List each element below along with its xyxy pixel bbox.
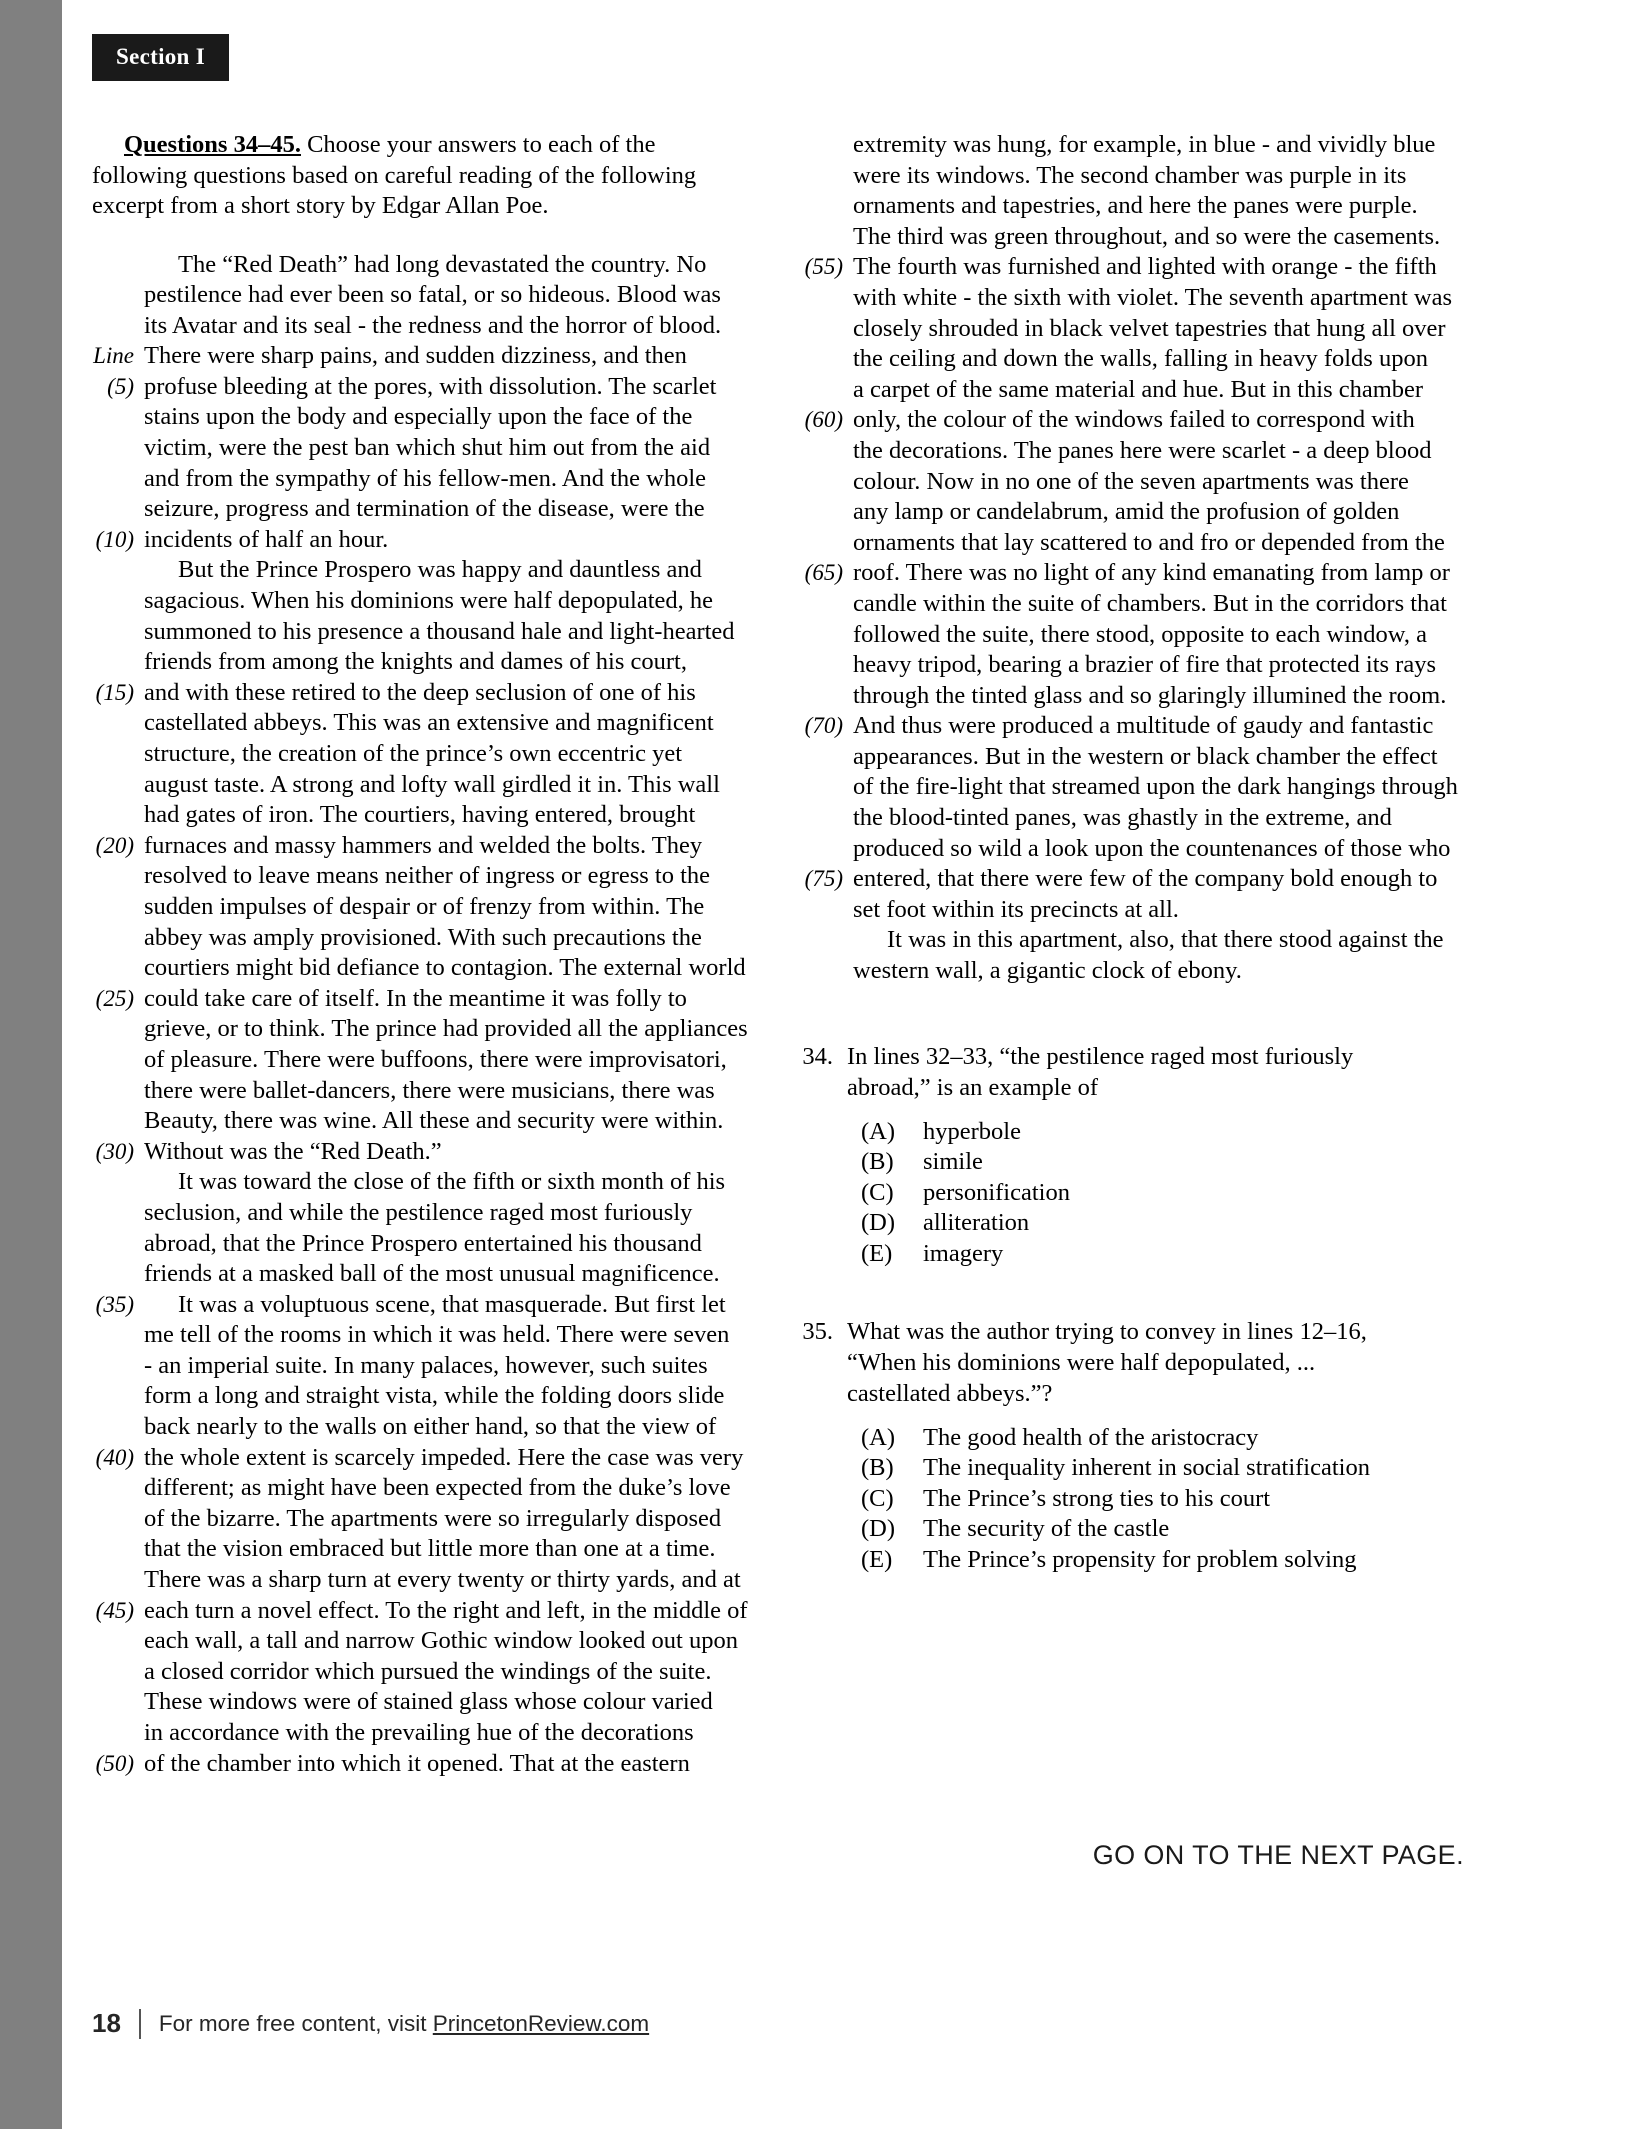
passage-line-number [92, 617, 144, 648]
passage-line-text: of the bizarre. The apartments were so irregularly disposed [144, 1504, 722, 1532]
answer-choice-text: The security of the castle [923, 1515, 1170, 1543]
passage-line [92, 464, 755, 495]
passage-line [801, 467, 1464, 498]
answer-choice-text: imagery [923, 1240, 1004, 1267]
question-stem [847, 1041, 1464, 1103]
passage-line-number [801, 344, 853, 375]
passage-line-number [92, 739, 144, 770]
question-item [801, 1316, 1464, 1576]
passage-line-text: a closed corridor which pursued the windings of the suite. [144, 1657, 712, 1685]
passage-line-number: (10) [95, 526, 134, 552]
passage-line [92, 861, 755, 892]
answer-choice-text: The Prince’s propensity for problem solving [923, 1545, 1357, 1573]
passage-line-text: the blood-tinted panes, was ghastly in the extreme, and [853, 804, 1392, 832]
passage-line-number: Line [93, 343, 134, 369]
passage-line-text: only, the colour of the windows failed to correspond with [853, 406, 1415, 434]
passage-line [92, 1229, 755, 1260]
passage-line [801, 956, 1464, 987]
passage-line [92, 1167, 755, 1198]
passage-line [801, 925, 1464, 956]
passage-line [92, 1504, 755, 1535]
answer-choice[interactable] [861, 1484, 1464, 1515]
passage-line [92, 923, 755, 954]
passage-line-number [92, 1473, 144, 1504]
passage-line [92, 1718, 755, 1749]
answer-choice-letter: (E) [861, 1240, 893, 1267]
passage-line [801, 405, 1464, 436]
passage-line [92, 1137, 755, 1168]
answer-choice[interactable] [861, 1423, 1464, 1454]
passage-line [92, 678, 755, 709]
answer-choice[interactable] [861, 1208, 1464, 1239]
passage-line-number [801, 161, 853, 192]
passage-line-number [92, 953, 144, 984]
passage-line [92, 1290, 755, 1321]
passage-line-number [92, 1167, 144, 1198]
passage-line [92, 1626, 755, 1657]
passage-line [92, 1259, 755, 1290]
passage-line-text: and with these retired to the deep seclusion of one of his [144, 678, 696, 706]
passage-line-text: abroad, that the Prince Prospero entertained his thousand [144, 1229, 702, 1257]
answer-choice-letter: (E) [861, 1545, 893, 1573]
answer-choice[interactable] [861, 1545, 1464, 1576]
passage-line-number: (25) [95, 985, 134, 1011]
passage-line [92, 1106, 755, 1137]
passage-line-number [801, 895, 853, 926]
passage-line [92, 1473, 755, 1504]
passage-line-text: friends at a masked ball of the most unusual magnificence. [144, 1260, 720, 1288]
passage-line-text: incidents of half an hour. [144, 525, 389, 553]
passage-line [801, 161, 1464, 192]
passage-line-text: castellated abbeys. This was an extensive and magnificent [144, 709, 714, 737]
passage-line-text: courtiers might bid defiance to contagion. The external world [144, 954, 746, 982]
passage-line-text: ornaments and tapestries, and here the panes were purple. [853, 192, 1418, 220]
passage-line-number [801, 191, 853, 222]
passage-line-number [801, 589, 853, 620]
passage-line-number [92, 923, 144, 954]
passage-line [92, 1443, 755, 1474]
passage-line-text: form a long and straight vista, while the folding doors slide [144, 1382, 725, 1410]
question-stem-line: “When his dominions were half depopulated, ... [847, 1348, 1316, 1376]
passage-line-number: (35) [95, 1291, 134, 1317]
passage-line [92, 800, 755, 831]
passage-line [801, 191, 1464, 222]
passage-line-number [92, 1504, 144, 1535]
passage-line-text: different; as might have been expected from the duke’s love [144, 1474, 731, 1502]
question-stem-line: abroad,” is an example of [847, 1073, 1099, 1101]
passage-line [801, 711, 1464, 742]
passage-line [92, 984, 755, 1015]
two-column-layout [92, 130, 1464, 1779]
passage-line [92, 311, 755, 342]
answer-choice[interactable] [861, 1239, 1464, 1270]
passage-line-text: pestilence had ever been so fatal, or so hideous. Blood was [144, 281, 721, 309]
passage-line-text: any lamp or candelabrum, amid the profusion of golden [853, 498, 1400, 526]
answer-choice-letter: (A) [861, 1423, 896, 1451]
passage-line [92, 341, 755, 372]
passage-line-text: each wall, a tall and narrow Gothic window looked out upon [144, 1627, 738, 1655]
passage-line [801, 436, 1464, 467]
passage-line-text: structure, the creation of the prince’s own eccentric yet [144, 740, 683, 767]
passage-line [92, 1412, 755, 1443]
passage-line [92, 1596, 755, 1627]
passage-line [92, 739, 755, 770]
passage-line [801, 742, 1464, 773]
passage-line-text: the decorations. The panes here were scarlet - a deep blood [853, 436, 1432, 464]
passage-line-text: with white - the sixth with violet. The seventh apartment was [853, 283, 1452, 311]
passage-line-number [801, 222, 853, 253]
passage-line-number [801, 772, 853, 803]
passage-line [801, 252, 1464, 283]
passage-line-text: its Avatar and its seal - the redness and the horror of blood. [144, 311, 722, 339]
passage-line-text: followed the suite, there stood, opposite to each window, a [853, 620, 1428, 648]
passage-line-number [801, 803, 853, 834]
passage-line-number [92, 647, 144, 678]
passage-line-number [92, 892, 144, 923]
answer-choice[interactable] [861, 1117, 1464, 1148]
passage-line-text: entered, that there were few of the company bold enough to [853, 865, 1438, 893]
answer-choice[interactable] [861, 1453, 1464, 1484]
passage-left [92, 250, 755, 1780]
passage-line-number [801, 834, 853, 865]
page-footer [92, 2008, 649, 2039]
answer-choice-text: hyperbole [923, 1117, 1021, 1145]
passage-line-text: could take care of itself. In the meantime it was folly to [144, 984, 687, 1012]
passage-line [92, 433, 755, 464]
passage-line [801, 864, 1464, 895]
passage-line-text: there were ballet-dancers, there were musicians, there was [144, 1076, 715, 1104]
answer-choices [801, 1117, 1464, 1270]
instructions-body: Choose your answers to each of the following questions based on careful reading of the following excerpt from a short story by Edgar Allan Poe. [92, 131, 697, 219]
passage-line [801, 375, 1464, 406]
passage-line-number [92, 1045, 144, 1076]
section-tab: Section I [92, 34, 229, 81]
passage-line-text: extremity was hung, for example, in blue - and vividly blue [853, 131, 1436, 158]
passage-line [92, 1749, 755, 1780]
passage-line-text: seclusion, and while the pestilence raged most furiously [144, 1198, 693, 1226]
passage-line [92, 892, 755, 923]
passage-line-number: (5) [107, 373, 134, 399]
questions-block [801, 1041, 1464, 1576]
passage-line [801, 497, 1464, 528]
passage-line-number: (20) [95, 832, 134, 858]
passage-line [801, 558, 1464, 589]
passage-line [801, 772, 1464, 803]
answer-choices [801, 1423, 1464, 1576]
passage-line-text: But the Prince Prospero was happy and dauntless and [178, 556, 702, 584]
passage-line-number: (15) [95, 679, 134, 705]
answer-choice-letter: (B) [861, 1148, 894, 1176]
page-number: 18 [92, 2008, 121, 2038]
answer-choice[interactable] [861, 1178, 1464, 1209]
question-stem-line: In lines 32–33, “the pestilence raged most furiously [847, 1042, 1354, 1070]
passage-line-text: that the vision embraced but little more than one at a time. [144, 1535, 716, 1563]
passage-line-text: victim, were the pest ban which shut him out from the aid [144, 434, 711, 462]
right-column [801, 130, 1464, 1622]
passage-line-text: The fourth was furnished and lighted with orange - the fifth [853, 253, 1437, 281]
passage-line-number [92, 433, 144, 464]
passage-line-text: Without was the “Red Death.” [144, 1137, 442, 1165]
answer-choice-text: personification [923, 1178, 1070, 1206]
passage-line [801, 620, 1464, 651]
passage-line-number [92, 250, 144, 281]
passage-line-text: - an imperial suite. In many palaces, however, such suites [144, 1351, 708, 1379]
go-on-note: GO ON TO THE NEXT PAGE. [1092, 1840, 1464, 1870]
passage-line-number [92, 1565, 144, 1596]
passage-line-number [801, 681, 853, 712]
passage-line [92, 402, 755, 433]
passage-line [92, 1351, 755, 1382]
passage-line-number: (60) [804, 407, 843, 433]
passage-line [92, 1076, 755, 1107]
passage-line-number [92, 1076, 144, 1107]
answer-choice[interactable] [861, 1147, 1464, 1178]
passage-line-text: heavy tripod, bearing a brazier of fire that protected its rays [853, 651, 1436, 679]
left-column [92, 130, 755, 1779]
passage-line-text: appearances. But in the western or black chamber the effect [853, 742, 1438, 770]
passage-line-number [801, 283, 853, 314]
passage-line-number [92, 494, 144, 525]
passage-line-text: of the fire-light that streamed upon the dark hangings through [853, 773, 1458, 801]
passage-line-number [92, 1320, 144, 1351]
passage-line [92, 953, 755, 984]
passage-line [92, 1198, 755, 1229]
passage-line [92, 770, 755, 801]
question-head [801, 1316, 1464, 1409]
passage-line-text: august taste. A strong and lofty wall girdled it in. This wall [144, 770, 720, 798]
passage-line-number: (45) [95, 1597, 134, 1623]
question-stem-line: What was the author trying to convey in lines 12–16, [847, 1317, 1367, 1345]
answer-choice-text: simile [923, 1148, 983, 1176]
footer-divider [139, 2009, 141, 2039]
passage-line-text: the ceiling and down the walls, falling in heavy folds upon [853, 345, 1428, 373]
passage-line-text: friends from among the knights and dames of his court, [144, 648, 687, 676]
passage-line-number [92, 402, 144, 433]
answer-choice-letter: (C) [861, 1178, 894, 1206]
passage-line [801, 650, 1464, 681]
passage-line-number [92, 1534, 144, 1565]
question-head [801, 1041, 1464, 1103]
passage-line [92, 494, 755, 525]
passage-line [92, 1381, 755, 1412]
passage-line-number [801, 436, 853, 467]
passage-line-text: The third was green throughout, and so were the casements. [853, 222, 1441, 250]
passage-line [92, 831, 755, 862]
answer-choice-text: The inequality inherent in social stratification [923, 1454, 1370, 1482]
passage-line-number [801, 742, 853, 773]
passage-line [801, 344, 1464, 375]
passage-line-text: candle within the suite of chambers. But in the corridors that [853, 589, 1447, 617]
passage-line-text: stains upon the body and especially upon the face of the [144, 403, 693, 431]
passage-line-text: colour. Now in no one of the seven apartments was there [853, 467, 1409, 495]
passage-line-text: of the chamber into which it opened. That at the eastern [144, 1749, 690, 1777]
answer-choice-letter: (D) [861, 1209, 896, 1237]
passage-line-text: And thus were produced a multitude of gaudy and fantastic [853, 712, 1434, 740]
passage-line [92, 586, 755, 617]
footer-text-label: For more free content, visit [158, 2010, 433, 2036]
passage-line-text: ornaments that lay scattered to and fro or depended from the [853, 528, 1445, 556]
passage-line-number [801, 620, 853, 651]
passage-line [801, 681, 1464, 712]
passage-line-number [92, 770, 144, 801]
passage-line-number [92, 1381, 144, 1412]
passage-line-text: each turn a novel effect. To the right and left, in the middle of [144, 1596, 748, 1624]
passage-line-number [92, 586, 144, 617]
answer-choice-letter: (C) [861, 1484, 894, 1512]
passage-line-text: It was a voluptuous scene, that masquerade. But first let [178, 1290, 726, 1318]
passage-line [801, 803, 1464, 834]
passage-line-text: of pleasure. There were buffoons, there were improvisatori, [144, 1045, 727, 1073]
passage-line [801, 528, 1464, 559]
passage-line-text: The “Red Death” had long devastated the country. No [178, 250, 707, 278]
passage-line-number [92, 1259, 144, 1290]
question-range-label: Questions 34–45. [124, 131, 301, 158]
passage-line-number [801, 925, 853, 956]
passage-line-number [92, 1412, 144, 1443]
passage-line-text: seizure, progress and termination of the disease, were the [144, 495, 705, 523]
passage-line-number [92, 280, 144, 311]
passage-line [801, 222, 1464, 253]
passage-line-text: abbey was amply provisioned. With such precautions the [144, 923, 702, 951]
answer-choice[interactable] [861, 1514, 1464, 1545]
passage-line-number [92, 1718, 144, 1749]
question-number: 35. [802, 1317, 833, 1345]
passage-line-number [801, 467, 853, 498]
passage-line [801, 283, 1464, 314]
passage-line-number [801, 130, 853, 161]
passage-line-number [801, 528, 853, 559]
footer-text [159, 2011, 649, 2037]
passage-line [801, 130, 1464, 161]
passage-line [92, 1565, 755, 1596]
passage-line-number [801, 956, 853, 987]
passage-line-text: produced so wild a look upon the countenances of those who [853, 834, 1451, 862]
instructions-paragraph [92, 130, 755, 222]
passage-line-text: Beauty, there was wine. All these and security were within. [144, 1107, 724, 1135]
passage-line [92, 525, 755, 556]
passage-line [92, 372, 755, 403]
passage-line-text: summoned to his presence a thousand hale and light-hearted [144, 617, 735, 645]
passage-line-text: the whole extent is scarcely impeded. Here the case was very [144, 1443, 744, 1471]
passage-line-number [92, 1657, 144, 1688]
question-stem [847, 1316, 1464, 1409]
passage-line-number [92, 1351, 144, 1382]
passage-line [92, 1014, 755, 1045]
passage-line-number: (55) [804, 254, 843, 280]
passage-line [801, 589, 1464, 620]
passage-line-text: There was a sharp turn at every twenty or thirty yards, and at [144, 1566, 741, 1594]
answer-choice-letter: (B) [861, 1454, 894, 1482]
passage-line [92, 617, 755, 648]
passage-line [92, 280, 755, 311]
passage-line [92, 250, 755, 281]
answer-choice-letter: (A) [861, 1117, 896, 1145]
passage-line-number [801, 314, 853, 345]
passage-line-text: profuse bleeding at the pores, with dissolution. The scarlet [144, 372, 717, 400]
passage-line [92, 1687, 755, 1718]
passage-line [92, 647, 755, 678]
passage-line-number [92, 1014, 144, 1045]
answer-choice-letter: (D) [861, 1515, 896, 1543]
passage-line-text: western wall, a gigantic clock of ebony. [853, 957, 1242, 985]
passage-line-text: resolved to leave means neither of ingress or egress to the [144, 862, 711, 890]
question-item [801, 1041, 1464, 1270]
passage-line-text: grieve, or to think. The prince had provided all the appliances [144, 1015, 748, 1043]
passage-line [92, 555, 755, 586]
passage-line-number: (70) [804, 713, 843, 739]
passage-line-number [92, 1229, 144, 1260]
passage-line-number: (50) [95, 1750, 134, 1776]
question-number: 34. [802, 1042, 833, 1070]
passage-line-number: (65) [804, 560, 843, 586]
passage-line-text: me tell of the rooms in which it was held. There were seven [144, 1321, 730, 1349]
passage-line [92, 1534, 755, 1565]
answer-choice-text: alliteration [923, 1209, 1030, 1237]
passage-line-text: roof. There was no light of any kind emanating from lamp or [853, 559, 1450, 587]
passage-line-text: sudden impulses of despair or of frenzy from within. The [144, 892, 705, 920]
passage-line-number [801, 497, 853, 528]
passage-line-number [92, 1198, 144, 1229]
passage-line-text: closely shrouded in black velvet tapestries that hung all over [853, 314, 1446, 342]
passage-line-text: set foot within its precincts at all. [853, 895, 1179, 923]
passage-line-text: It was toward the close of the fifth or sixth month of his [178, 1168, 726, 1196]
passage-line-text: sagacious. When his dominions were half depopulated, he [144, 587, 714, 615]
passage-line [92, 1320, 755, 1351]
question-stem-line: castellated abbeys.”? [847, 1379, 1053, 1407]
passage-line-text: through the tinted glass and so glaringly illumined the room. [853, 681, 1447, 709]
page-content [92, 130, 1464, 1779]
passage-line-number: (75) [804, 866, 843, 892]
passage-line-text: and from the sympathy of his fellow-men. And the whole [144, 464, 707, 492]
passage-line-number [92, 1687, 144, 1718]
passage-line-text: There were sharp pains, and sudden dizziness, and then [144, 342, 687, 370]
passage-line [801, 895, 1464, 926]
passage-right [801, 130, 1464, 987]
princeton-review-link[interactable]: PrincetonReview.com [432, 2010, 650, 2036]
passage-line-number [92, 1106, 144, 1137]
passage-line-number: (40) [95, 1444, 134, 1470]
passage-line-number [801, 650, 853, 681]
answer-choice-text: The Prince’s strong ties to his court [923, 1484, 1271, 1512]
left-margin-bar [0, 0, 62, 2129]
passage-line-number [92, 555, 144, 586]
passage-line-number [92, 861, 144, 892]
passage-line-number [92, 708, 144, 739]
passage-line [801, 834, 1464, 865]
passage-line-text: had gates of iron. The courtiers, having entered, brought [144, 801, 696, 829]
passage-line-number [92, 464, 144, 495]
passage-line-number: (30) [95, 1138, 134, 1164]
passage-line-text: These windows were of stained glass whose colour varied [144, 1688, 713, 1716]
answer-choice-text: The good health of the aristocracy [923, 1423, 1259, 1451]
passage-line [92, 708, 755, 739]
passage-line-text: were its windows. The second chamber was purple in its [853, 161, 1407, 189]
passage-line-number [92, 800, 144, 831]
passage-line [801, 314, 1464, 345]
passage-line [92, 1045, 755, 1076]
passage-line-text: It was in this apartment, also, that there stood against the [887, 926, 1444, 954]
passage-line-text: in accordance with the prevailing hue of the decorations [144, 1719, 694, 1746]
passage-line-number [92, 1626, 144, 1657]
passage-line-text: back nearly to the walls on either hand, so that the view of [144, 1413, 717, 1441]
passage-line-number [801, 375, 853, 406]
passage-line-text: a carpet of the same material and hue. But in this chamber [853, 375, 1424, 403]
passage-line [92, 1657, 755, 1688]
passage-line-text: furnaces and massy hammers and welded the bolts. They [144, 831, 703, 859]
passage-line-number [92, 311, 144, 342]
